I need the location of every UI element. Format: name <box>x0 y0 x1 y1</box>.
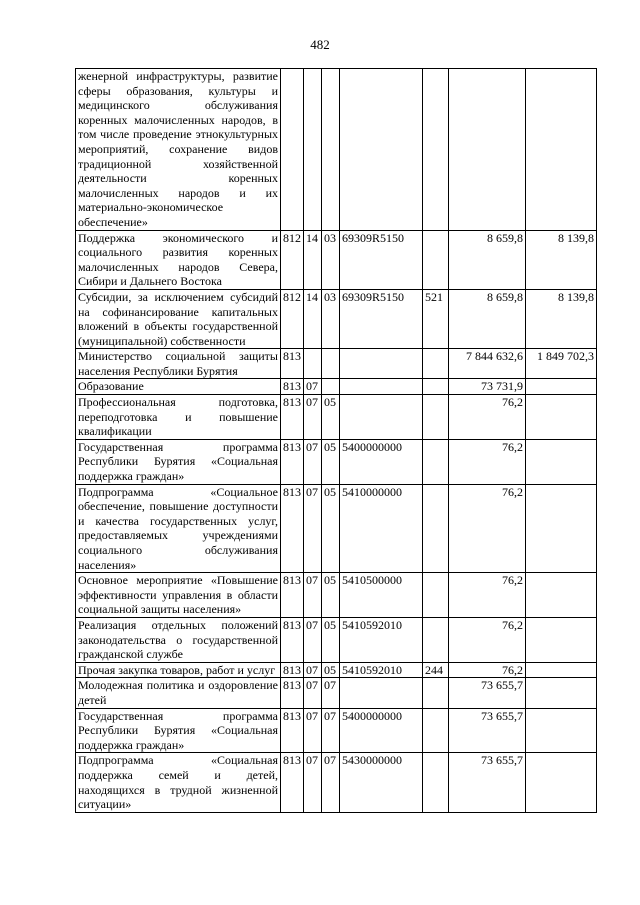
section-code-cell: 07 <box>304 753 322 812</box>
amount-cell-1: 73 731,9 <box>449 379 526 395</box>
amount-cell-1: 76,2 <box>449 439 526 484</box>
grbs-code-cell: 813 <box>281 484 304 573</box>
section-code-cell: 07 <box>304 617 322 662</box>
grbs-code-cell: 813 <box>281 678 304 708</box>
section-code-cell: 07 <box>304 573 322 618</box>
amount-cell-1: 76,2 <box>449 662 526 678</box>
section-code-cell: 07 <box>304 708 322 753</box>
table-row <box>76 289 597 348</box>
section-code-cell <box>304 69 322 231</box>
expense-type-cell <box>423 230 449 289</box>
amount-cell-2: 8 139,8 <box>526 289 597 348</box>
subsection-code-cell: 07 <box>322 678 340 708</box>
amount-cell-1: 76,2 <box>449 484 526 573</box>
grbs-code-cell <box>281 69 304 231</box>
expense-type-cell <box>423 617 449 662</box>
target-article-cell: 5410500000 <box>340 573 423 618</box>
page-number: 482 <box>310 37 330 52</box>
amount-cell-2: 8 139,8 <box>526 230 597 289</box>
table-row <box>76 678 597 708</box>
grbs-code-cell: 813 <box>281 439 304 484</box>
target-article-cell: 5410000000 <box>340 484 423 573</box>
amount-cell-1: 73 655,7 <box>449 678 526 708</box>
subsection-code-cell: 05 <box>322 484 340 573</box>
row-name-cell: Подпрограмма «Социальная поддержка семей и детей, находящихся в трудной жизненной ситуации» <box>76 753 281 812</box>
amount-cell-1: 8 659,8 <box>449 230 526 289</box>
grbs-code-cell: 813 <box>281 395 304 440</box>
subsection-code-cell: 05 <box>322 395 340 440</box>
row-name-cell: Профессиональная подготовка, переподготовка и повышение квалификации <box>76 395 281 440</box>
row-name-cell: Государственная программа Республики Бурятия «Социальная поддержка граждан» <box>76 439 281 484</box>
amount-cell-2 <box>526 395 597 440</box>
amount-cell-1: 7 844 632,6 <box>449 349 526 379</box>
amount-cell-2 <box>526 678 597 708</box>
grbs-code-cell: 813 <box>281 349 304 379</box>
amount-cell-2 <box>526 69 597 231</box>
section-code-cell: 07 <box>304 379 322 395</box>
expense-type-cell <box>423 678 449 708</box>
grbs-code-cell: 813 <box>281 617 304 662</box>
amount-cell-1: 76,2 <box>449 573 526 618</box>
table-row <box>76 617 597 662</box>
target-article-cell: 69309R5150 <box>340 289 423 348</box>
section-code-cell: 07 <box>304 678 322 708</box>
grbs-code-cell: 812 <box>281 230 304 289</box>
grbs-code-cell: 813 <box>281 662 304 678</box>
target-article-cell <box>340 395 423 440</box>
subsection-code-cell: 05 <box>322 662 340 678</box>
amount-cell-2 <box>526 708 597 753</box>
target-article-cell <box>340 69 423 231</box>
row-name-cell: Поддержка экономического и социального развития коренных малочисленных народов Севера, Сибири и Дальнего Востока <box>76 230 281 289</box>
expense-type-cell: 521 <box>423 289 449 348</box>
expense-type-cell <box>423 379 449 395</box>
grbs-code-cell: 812 <box>281 289 304 348</box>
section-code-cell <box>304 349 322 379</box>
target-article-cell: 69309R5150 <box>340 230 423 289</box>
expense-type-cell <box>423 708 449 753</box>
table-row <box>76 349 597 379</box>
budget-table <box>75 68 597 813</box>
row-name-cell: женерной инфраструктуры, развитие сферы образования, культуры и медицинского обслуживания коренных малочисленных народов, в том числе проведение этнокультурных мероприятий, сохранение видов традиционной хозяйственной деятельности коренных малочисленных народов и их материально-экономическое обеспечение» <box>76 69 281 231</box>
table-row <box>76 230 597 289</box>
amount-cell-2 <box>526 753 597 812</box>
amount-cell-1 <box>449 69 526 231</box>
expense-type-cell <box>423 484 449 573</box>
subsection-code-cell: 07 <box>322 708 340 753</box>
row-name-cell: Субсидии, за исключением субсидий на софинансирование капитальных вложений в объекты государственной (муниципальной) собственности <box>76 289 281 348</box>
section-code-cell: 07 <box>304 662 322 678</box>
row-name-cell: Подпрограмма «Социальное обеспечение, повышение доступности и качества государственных услуг, предоставляемых учреждениями социального обслуживания населения» <box>76 484 281 573</box>
table-row <box>76 69 597 231</box>
amount-cell-1: 76,2 <box>449 617 526 662</box>
amount-cell-1: 76,2 <box>449 395 526 440</box>
target-article-cell: 5400000000 <box>340 439 423 484</box>
table-row <box>76 753 597 812</box>
target-article-cell <box>340 379 423 395</box>
target-article-cell <box>340 349 423 379</box>
subsection-code-cell <box>322 69 340 231</box>
row-name-cell: Реализация отдельных положений законодательства о государственной гражданской службе <box>76 617 281 662</box>
target-article-cell: 5410592010 <box>340 662 423 678</box>
section-code-cell: 07 <box>304 439 322 484</box>
expense-type-cell: 244 <box>423 662 449 678</box>
target-article-cell: 5410592010 <box>340 617 423 662</box>
target-article-cell: 5400000000 <box>340 708 423 753</box>
grbs-code-cell: 813 <box>281 753 304 812</box>
amount-cell-2 <box>526 662 597 678</box>
row-name-cell: Прочая закупка товаров, работ и услуг <box>76 662 281 678</box>
table-row <box>76 439 597 484</box>
target-article-cell <box>340 678 423 708</box>
amount-cell-2 <box>526 379 597 395</box>
row-name-cell: Государственная программа Республики Бурятия «Социальная поддержка граждан» <box>76 708 281 753</box>
expense-type-cell <box>423 573 449 618</box>
expense-type-cell <box>423 753 449 812</box>
row-name-cell: Основное мероприятие «Повышение эффективности управления в области социальной защиты населения» <box>76 573 281 618</box>
table-row <box>76 379 597 395</box>
subsection-code-cell: 03 <box>322 230 340 289</box>
subsection-code-cell: 05 <box>322 439 340 484</box>
table-row <box>76 395 597 440</box>
subsection-code-cell: 03 <box>322 289 340 348</box>
table-row <box>76 573 597 618</box>
subsection-code-cell: 05 <box>322 617 340 662</box>
amount-cell-2 <box>526 484 597 573</box>
amount-cell-1: 73 655,7 <box>449 708 526 753</box>
section-code-cell: 07 <box>304 395 322 440</box>
expense-type-cell <box>423 439 449 484</box>
subsection-code-cell: 07 <box>322 753 340 812</box>
table-row <box>76 708 597 753</box>
section-code-cell: 14 <box>304 230 322 289</box>
subsection-code-cell: 05 <box>322 573 340 618</box>
amount-cell-2 <box>526 439 597 484</box>
table-body <box>76 69 597 813</box>
target-article-cell: 5430000000 <box>340 753 423 812</box>
expense-type-cell <box>423 349 449 379</box>
section-code-cell: 14 <box>304 289 322 348</box>
amount-cell-1: 73 655,7 <box>449 753 526 812</box>
amount-cell-1: 8 659,8 <box>449 289 526 348</box>
grbs-code-cell: 813 <box>281 379 304 395</box>
expense-type-cell <box>423 395 449 440</box>
section-code-cell: 07 <box>304 484 322 573</box>
row-name-cell: Молодежная политика и оздоровление детей <box>76 678 281 708</box>
amount-cell-2 <box>526 573 597 618</box>
row-name-cell: Образование <box>76 379 281 395</box>
table-row <box>76 484 597 573</box>
grbs-code-cell: 813 <box>281 573 304 618</box>
subsection-code-cell <box>322 349 340 379</box>
amount-cell-2: 1 849 702,3 <box>526 349 597 379</box>
table-row <box>76 662 597 678</box>
subsection-code-cell <box>322 379 340 395</box>
row-name-cell: Министерство социальной защиты населения Республики Бурятия <box>76 349 281 379</box>
amount-cell-2 <box>526 617 597 662</box>
grbs-code-cell: 813 <box>281 708 304 753</box>
expense-type-cell <box>423 69 449 231</box>
